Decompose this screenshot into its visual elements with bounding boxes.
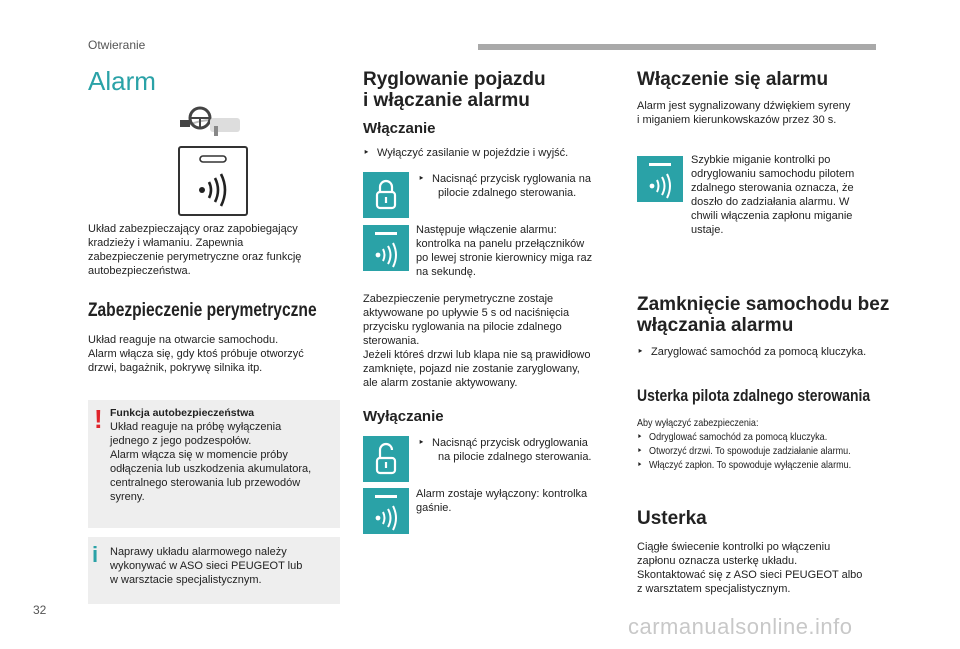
remote-heading: Usterka pilota zdalnego sterowania <box>637 386 871 405</box>
unlock-icon <box>363 436 409 482</box>
off-result: Alarm zostaje wyłączony: kontrolka gaśnie. <box>416 488 588 514</box>
lock-step: ‣ Zaryglować samochód za pomocą kluczyka. <box>637 346 867 358</box>
bullet-icon: ‣ <box>637 346 644 358</box>
intro-text: Układ zabezpieczający oraz zapobiegający kradzieży i włamaniu. Zapewnia zabezpieczenie perymetryczne oraz funkcję autobezpieczeństwa. <box>88 223 302 277</box>
header-bar <box>478 44 876 50</box>
steering-wheel-icon <box>176 104 248 138</box>
alarm-led-icon <box>363 225 409 271</box>
locking-heading: Ryglowanie pojazdu i włączanie alarmu <box>363 69 546 111</box>
trigger-text: Alarm jest sygnalizowany dźwiękiem syreny i miganiem kierunkowskazów przez 30 s. <box>637 100 851 126</box>
bullet-icon: ‣ <box>363 147 370 159</box>
bullet-icon: ‣ <box>418 173 425 185</box>
warning-text: Funkcja autobezpieczeństwa Układ reaguje na próbę wyłączenia jednego z jego podzespołów. Alarm włącza się w momencie próby odłączenia lub uszkodzenia akumulatora, centralnego sterowania lub przewodów syreny. <box>110 407 312 503</box>
watermark: carmanualsonline.info <box>628 614 853 639</box>
trigger-icon-text: Szybkie miganie kontrolki po odryglowaniu samochodu pilotem zdalnego sterowania oznacza, że doszło do zadziałania alarmu. W chwili włączenia zapłonu miganie ustaje. <box>691 154 855 236</box>
fault-text: Ciągłe świecenie kontrolki po włączeniu zapłonu oznacza usterkę układu. Skontaktować się z ASO sieci PEUGEOT albo z warsztatem specjalistycznym. <box>637 541 863 595</box>
alarm-led-icon <box>637 156 683 202</box>
on-heading: Włączanie <box>363 120 436 137</box>
alarm-panel-icon <box>178 146 248 216</box>
on-step1: ‣ Wyłączyć zasilanie w pojeździe i wyjść. <box>363 147 569 159</box>
fault-heading: Usterka <box>637 508 707 529</box>
page-number: 32 <box>33 603 47 617</box>
info-icon: i <box>92 542 99 567</box>
on-result: Następuje włączenie alarmu: kontrolka na panelu przełączników po lewej stronie kierownicy miga raz na sekundę. <box>416 224 593 278</box>
perimeter-heading: Zabezpieczenie perymetryczne <box>88 300 317 321</box>
info-text: Naprawy układu alarmowego należy wykonywać w ASO sieci PEUGEOT lub w warsztacie specjalistycznym. <box>110 546 303 586</box>
bullet-icon: ‣ <box>637 431 643 443</box>
on-step2: ‣ Nacisnąć przycisk ryglowania na pilocie zdalnego sterowania. <box>418 173 591 199</box>
off-step: ‣ Nacisnąć przycisk odryglowania na pilocie zdalnego sterowania. <box>418 437 592 463</box>
section-tag: Otwieranie <box>88 38 146 52</box>
warning-icon: ! <box>94 404 103 434</box>
on-note: Zabezpieczenie perymetryczne zostaje aktywowane po upływie 5 s od naciśnięcia przycisku ryglowania na pilocie zdalnego sterowania. Jeżeli któreś drzwi lub klapa nie są prawidłowo zamknięte, pojazd nie zostanie zaryglowany, ale alarm zostanie aktywowany. <box>363 293 591 389</box>
bullet-icon: ‣ <box>418 437 425 449</box>
alarm-led-icon <box>363 488 409 534</box>
off-heading: Wyłączanie <box>363 408 444 425</box>
trigger-heading: Włączenie się alarmu <box>637 69 829 90</box>
lock-icon <box>363 172 409 218</box>
bullet-icon: ‣ <box>637 459 643 471</box>
perimeter-text: Układ reaguje na otwarcie samochodu. Alarm włącza się, gdy ktoś próbuje otworzyć drzwi, bagażnik, pokrywę silnika itp. <box>88 334 304 374</box>
bullet-icon: ‣ <box>637 445 643 457</box>
remote-steps: Aby wyłączyć zabezpieczenia: ‣ Odryglować samochód za pomocą kluczyka. ‣ Otworzyć drzwi. To spowoduje zadziałanie alarmu. ‣ Włączyć zapłon. To spowoduje wyłączenie alarmu. <box>637 417 852 471</box>
page-title: Alarm <box>88 66 156 96</box>
lock-heading: Zamknięcie samochodu bez włączania alarmu <box>637 294 890 336</box>
